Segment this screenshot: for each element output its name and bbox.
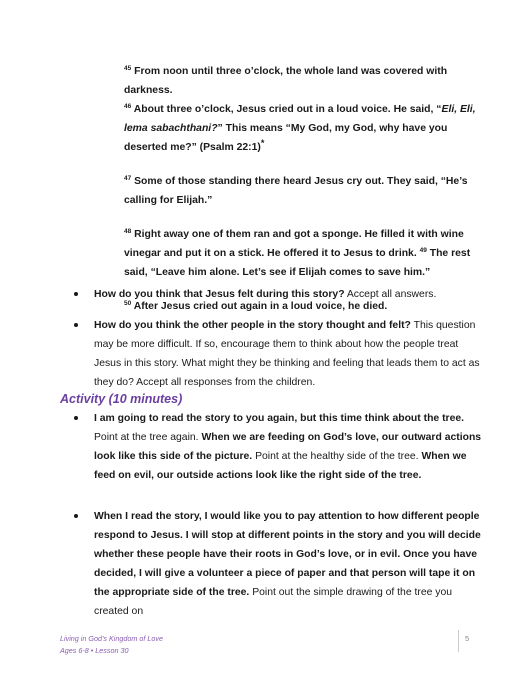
verse-45: $^{45}$ From noon until three o’clock, the whole land was covered with darkness. $^{46}$ About three o’clock, Jesus cried out in a loud voice. He said, “Eli, Eli, lema sabachthani?” This means “My God, my God, why have you deserted me?” (Psalm 22:1)*: [124, 65, 476, 153]
footer-title: Living in God’s Kingdom of Love: [60, 634, 163, 643]
activity-item-story: When I read the story, I would like you to pay attention to how different people respond to Jesus. I will stop at different points in the story and you will decide whether these people have their roots in God’s love, or in evil. Once you have decided, I will give a volunteer a piece of paper and that person will tape it on the appropriate side of the tree. Point out the simple drawing of the tree you created on: [64, 507, 484, 621]
activity-heading: Activity (10 minutes): [60, 392, 183, 406]
footnote-mark: *: [260, 138, 265, 148]
page-number: 5: [465, 634, 470, 643]
question-jesus-feelings: How do you think that Jesus felt during this story? Accept all answers.: [64, 285, 484, 304]
footer-divider: [458, 630, 459, 652]
activity-item-tree: I am going to read the story to you again, but this time think about the tree. Point at the tree again. When we are feeding on God’s love, our outward actions look like this side of the picture. Point at the healthy side of the tree. When we feed on evil, our outside actions look like the right side of the tree.: [64, 409, 484, 485]
footer-lesson: Ages 6-8 • Lesson 30: [60, 646, 129, 655]
verse-50: $^{50}$ After Jesus cried out again in a loud voice, he died.: [124, 300, 388, 312]
discussion-questions: [64, 285, 484, 404]
question-others-feelings: How do you think the other people in the story thought and felt? This question may be more difficult. If so, encourage them to think about how the people treat Jesus in this story. What might they be thinking and feeling that leads them to act as they do? Accept all responses from the children.: [64, 316, 484, 392]
verse-48: $^{48}$ Right away one of them ran and got a sponge. He filled it with wine vinegar and put it on a stick. He offered it to Jesus to drink. $^{49}$ The rest said, “Leave him alone. Let’s see if Elijah comes to save him.”: [124, 228, 471, 278]
activity-list: [64, 409, 484, 633]
verse-47: $^{47}$ Some of those standing there heard Jesus cry out. They said, “He’s calling for Elijah.”: [124, 175, 468, 206]
footer-course-info: [60, 633, 163, 657]
